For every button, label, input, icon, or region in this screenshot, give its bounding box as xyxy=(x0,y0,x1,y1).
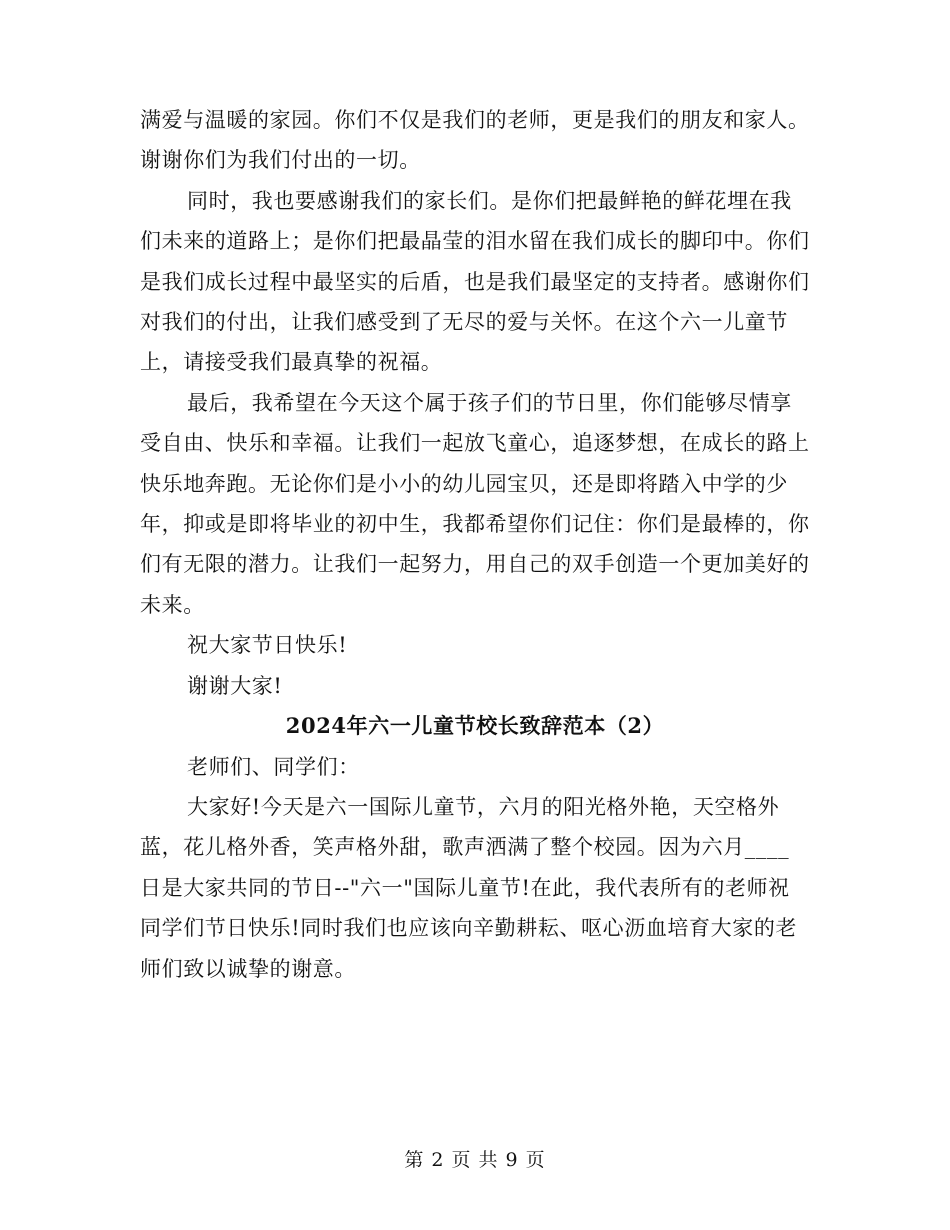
paragraph-continued: 满爱与温暖的家园。你们不仅是我们的老师，更是我们的朋友和家人。谢谢你们为我们付出的一切。 xyxy=(140,108,810,173)
paragraph-salutation: 老师们、同学们： xyxy=(187,754,360,779)
paragraph-closing-wishes: 最后，我希望在今天这个属于孩子们的节日里，你们能够尽情享受自由、快乐和幸福。让我们一起放飞童心，追逐梦想，在成长的路上快乐地奔跑。无论你们是小小的幼儿园宝贝，还是即将踏入中学的少年，抑或是即将毕业的初中生，我都希望你们记住：你们是最棒的，你们有无限的潜力。让我们一起努力，用自己的双手创造一个更加美好的未来。 xyxy=(140,390,810,617)
paragraph-thank-you: 谢谢大家! xyxy=(187,673,283,698)
section-heading: 2024年六一儿童节校长致辞范本（2） xyxy=(285,713,665,739)
paragraph-thanks-parents: 同时，我也要感谢我们的家长们。是你们把最鲜艳的鲜花埋在我们未来的道路上；是你们把最晶莹的泪水留在我们成长的脚印中。你们是我们成长过程中最坚实的后盾，也是我们最坚定的支持者。感谢你们对我们的付出，让我们感受到了无尽的爱与关怀。在这个六一儿童节上，请接受我们最真挚的祝福。 xyxy=(140,188,810,375)
document-body xyxy=(140,100,810,989)
paragraph-holiday-greeting: 祝大家节日快乐! xyxy=(187,633,348,658)
page-number-footer: 第 2 页 共 9 页 xyxy=(404,1149,546,1171)
paragraph-opening: 大家好!今天是六一国际儿童节，六月的阳光格外艳，天空格外蓝，花儿格外香，笑声格外甜，歌声洒满了整个校园。因为六月____日是大家共同的节日--"六一"国际儿童节!在此，我代表所有的老师祝同学们节日快乐!同时我们也应该向辛勤耕耘、呕心沥血培育大家的老师们致以诚挚的谢意。 xyxy=(140,794,798,981)
